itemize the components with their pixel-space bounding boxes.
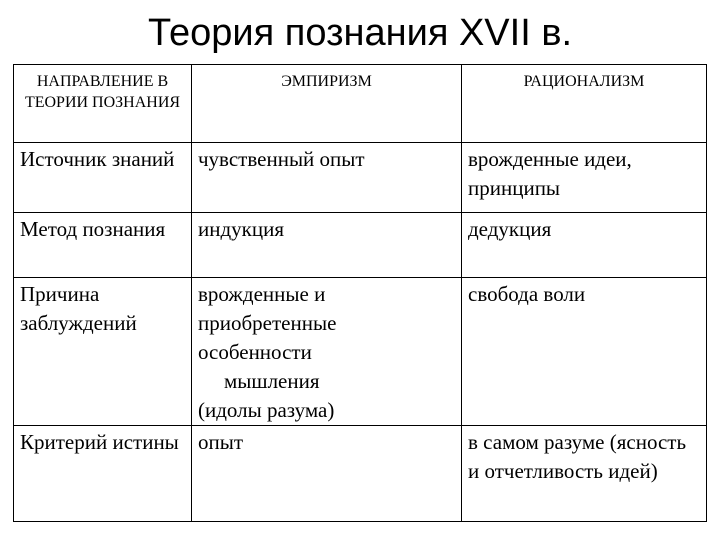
header-empiricism: ЭМПИРИЗМ <box>192 65 462 143</box>
header-rationalism: РАЦИОНАЛИЗМ <box>462 65 707 143</box>
empiricism-line-indented: мышления <box>224 369 320 393</box>
rationalism-cell: дедукция <box>462 213 707 278</box>
header-direction: НАПРАВЛЕНИЕ В ТЕОРИИ ПОЗНАНИЯ <box>14 65 192 143</box>
rationalism-cell: свобода воли <box>462 278 707 426</box>
rationalism-cell: в самом разуме (ясность и отчетливость идей) <box>462 426 707 522</box>
slide-title: Теория познания XVII в. <box>147 12 573 54</box>
row-label: Метод познания <box>14 213 192 278</box>
row-label: Критерий истины <box>14 426 192 522</box>
table-row <box>14 426 707 522</box>
table-row <box>14 213 707 278</box>
empiricism-line: (идолы разума) <box>198 398 335 422</box>
row-label: Причина заблуждений <box>14 278 192 426</box>
empiricism-cell <box>192 278 462 426</box>
rationalism-cell: врожденные идеи, принципы <box>462 143 707 213</box>
row-label: Источник знаний <box>14 143 192 213</box>
table-row <box>14 143 707 213</box>
empiricism-cell: опыт <box>192 426 462 522</box>
empiricism-cell: чувственный опыт <box>192 143 462 213</box>
empiricism-line: врожденные и <box>198 282 326 306</box>
table-row <box>14 278 707 426</box>
empiricism-cell: индукция <box>192 213 462 278</box>
empiricism-line: особенности <box>198 340 312 364</box>
empiricism-line: приобретенные <box>198 311 337 335</box>
table-header-row <box>14 65 707 143</box>
comparison-table <box>13 64 707 522</box>
